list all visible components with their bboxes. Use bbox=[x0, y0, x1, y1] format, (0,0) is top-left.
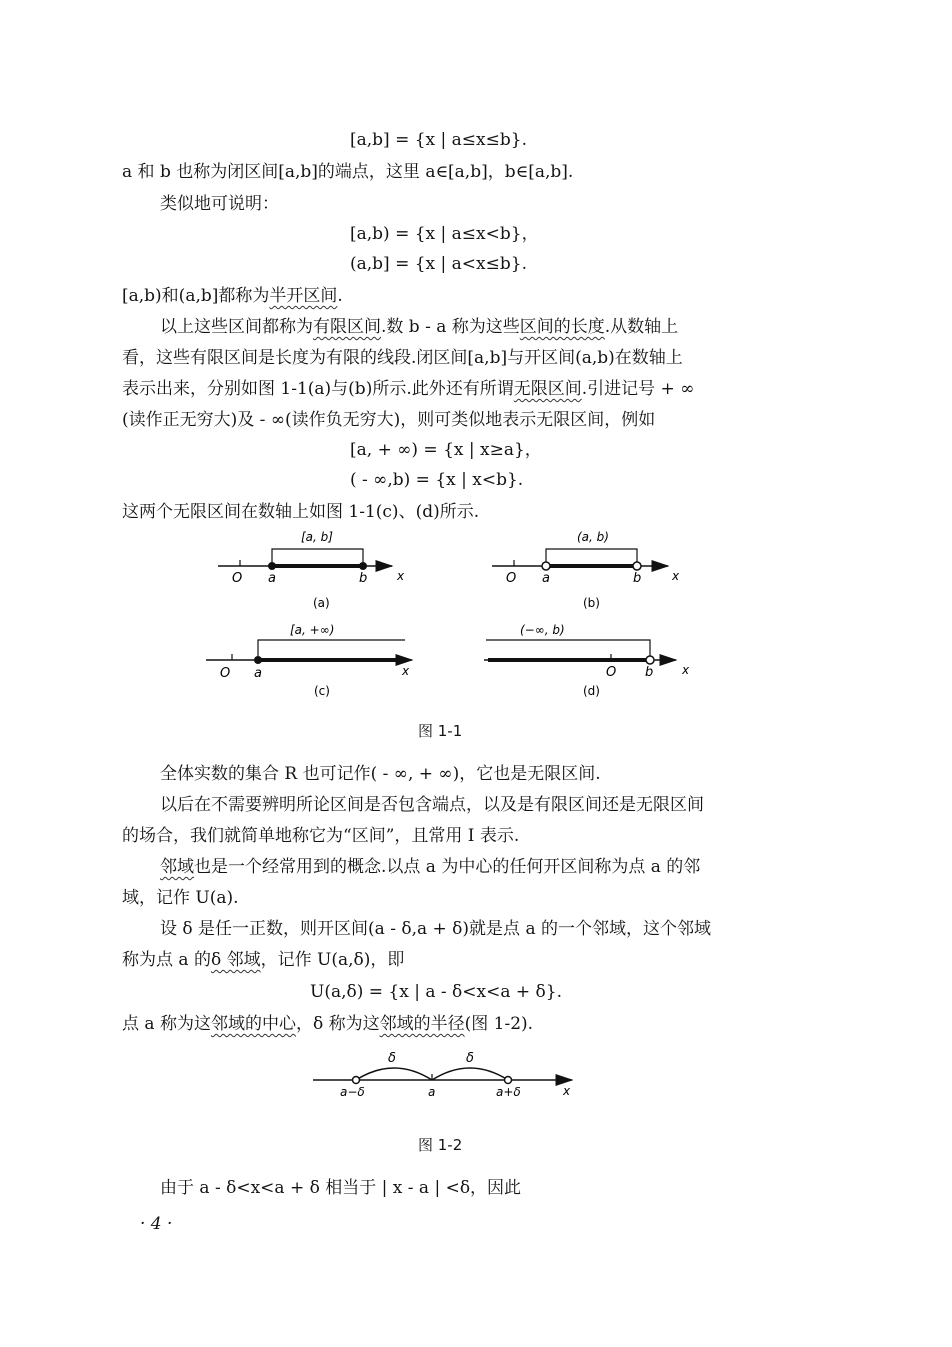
panel-b-interval-label: (a, b) bbox=[577, 530, 609, 544]
open-endpoint-right bbox=[505, 1077, 512, 1084]
text-line: 以上这些区间都称为有限区间.数 b - a 称为这些区间的长度.从数轴上 bbox=[160, 317, 679, 337]
text-line: 表示出来，分别如图 1-1(a)与(b)所示.此外还有所谓无限区间.引进记号 + ∞ bbox=[122, 379, 695, 399]
axis-label: x bbox=[563, 1084, 571, 1098]
panel-c-origin: O bbox=[220, 666, 231, 681]
panel-d-interval-label: (−∞, b) bbox=[520, 623, 565, 637]
panel-c-axis: x bbox=[402, 664, 410, 678]
open-endpoint-left bbox=[353, 1077, 360, 1084]
panel-b-axis: x bbox=[672, 569, 680, 583]
delta-arc-left bbox=[356, 1068, 432, 1080]
panel-b-number-line bbox=[492, 530, 680, 610]
term-neighborhood-center: 邻域的中心 bbox=[210, 1014, 296, 1034]
formula-infinite-right: [a, + ∞) = {x | x≥a}， bbox=[350, 440, 542, 460]
text-line: 由于 a - δ<x<a + δ 相当于 | x - a | <δ，因此 bbox=[160, 1178, 522, 1198]
panel-a-axis: x bbox=[397, 569, 405, 583]
panel-b-start: a bbox=[542, 571, 550, 586]
term-delta-neighborhood: δ 邻域 bbox=[210, 950, 261, 970]
panel-c-caption: (c) bbox=[314, 684, 330, 698]
panel-d-end: b bbox=[645, 665, 654, 680]
term-half-open-interval: 半开区间 bbox=[269, 286, 338, 306]
text-line: a 和 b 也称为闭区间[a,b]的端点，这里 a∈[a,b]，b∈[a,b]. bbox=[122, 162, 574, 182]
closed-endpoint-b bbox=[359, 562, 367, 570]
term-neighborhood-radius: 邻域的半径 bbox=[379, 1014, 465, 1034]
text-line: 看，这些有限区间是长度为有限的线段.闭区间[a,b]与开区间(a,b)在数轴上 bbox=[122, 348, 683, 368]
formula-half-open-right: (a,b] = {x | a<x≤b}. bbox=[350, 254, 527, 274]
panel-a-number-line bbox=[218, 530, 405, 610]
formula-infinite-left: ( - ∞,b) = {x | x<b}. bbox=[350, 470, 524, 490]
delta-label-left: δ bbox=[388, 1051, 396, 1066]
figure-1-1-caption: 图 1-1 bbox=[418, 722, 463, 740]
formula-neighborhood: U(a,δ) = {x | a - δ<x<a + δ}. bbox=[310, 982, 562, 1002]
term-infinite-interval: 无限区间 bbox=[513, 379, 582, 399]
text-line: 设 δ 是任一正数，则开区间(a - δ,a + δ)就是点 a 的一个邻域，这个邻域 bbox=[160, 919, 711, 939]
text-line: (读作正无穷大)及 - ∞(读作负无穷大)，则可类似地表示无限区间，例如 bbox=[122, 410, 656, 430]
text-line: 的场合，我们就简单地称它为“区间”，且常用 I 表示. bbox=[122, 826, 520, 846]
figure-1-2 bbox=[313, 1051, 572, 1099]
figure-1-2-caption: 图 1-2 bbox=[418, 1136, 463, 1154]
text-line: 点 a 称为这邻域的中心，δ 称为这邻域的半径(图 1-2). bbox=[122, 1014, 534, 1034]
delta-arc-right bbox=[432, 1068, 508, 1080]
page-number: · 4 · bbox=[140, 1214, 173, 1234]
panel-a-origin: O bbox=[232, 571, 243, 586]
label-a-minus-delta: a−δ bbox=[340, 1085, 365, 1099]
panel-b-end: b bbox=[633, 571, 642, 586]
panel-c-number-line bbox=[206, 623, 412, 698]
panel-a-end: b bbox=[359, 571, 368, 586]
panel-b-caption: (b) bbox=[583, 596, 600, 610]
panel-c-start: a bbox=[254, 666, 262, 681]
label-a-plus-delta: a+δ bbox=[496, 1085, 521, 1099]
term-neighborhood: 邻域 bbox=[160, 857, 194, 877]
panel-c-interval-label: [a, +∞) bbox=[290, 623, 335, 637]
text-line: 以后在不需要辨明所论区间是否包含端点，以及是有限区间还是无限区间 bbox=[160, 795, 704, 815]
panel-d-caption: (d) bbox=[583, 684, 600, 698]
panel-d-axis: x bbox=[682, 663, 690, 677]
panel-b-origin: O bbox=[506, 571, 517, 586]
open-endpoint-b bbox=[646, 656, 654, 664]
open-endpoint-b bbox=[633, 562, 641, 570]
panel-a-caption: (a) bbox=[313, 596, 330, 610]
closed-endpoint-a bbox=[268, 562, 276, 570]
panel-d-origin: O bbox=[606, 665, 617, 680]
open-endpoint-a bbox=[542, 562, 550, 570]
term-finite-interval: 有限区间 bbox=[313, 317, 381, 337]
text-line: 称为点 a 的δ 邻域，记作 U(a,δ)，即 bbox=[122, 950, 405, 970]
text-line: 全体实数的集合 R 也可记作( - ∞, + ∞)，它也是无限区间. bbox=[160, 764, 601, 784]
term-interval-length: 区间的长度 bbox=[519, 317, 605, 337]
panel-a-interval-label: [a, b] bbox=[301, 530, 333, 544]
panel-d-number-line bbox=[484, 623, 690, 698]
text-line: [a,b)和(a,b]都称为半开区间. bbox=[122, 286, 343, 306]
label-a: a bbox=[428, 1085, 436, 1099]
closed-endpoint-a bbox=[254, 656, 262, 664]
text-line: 域，记作 U(a). bbox=[122, 888, 239, 908]
text-line: 类似地可说明： bbox=[160, 194, 279, 214]
text-line: 这两个无限区间在数轴上如图 1-1(c)、(d)所示. bbox=[122, 502, 480, 522]
delta-label-right: δ bbox=[466, 1051, 474, 1066]
text-line: 邻域也是一个经常用到的概念.以点 a 为中心的任何开区间称为点 a 的邻 bbox=[160, 857, 701, 877]
formula-closed-interval: [a,b] = {x | a≤x≤b}. bbox=[350, 130, 527, 150]
formula-half-open-left: [a,b) = {x | a≤x<b}， bbox=[350, 224, 539, 244]
panel-a-start: a bbox=[268, 571, 276, 586]
